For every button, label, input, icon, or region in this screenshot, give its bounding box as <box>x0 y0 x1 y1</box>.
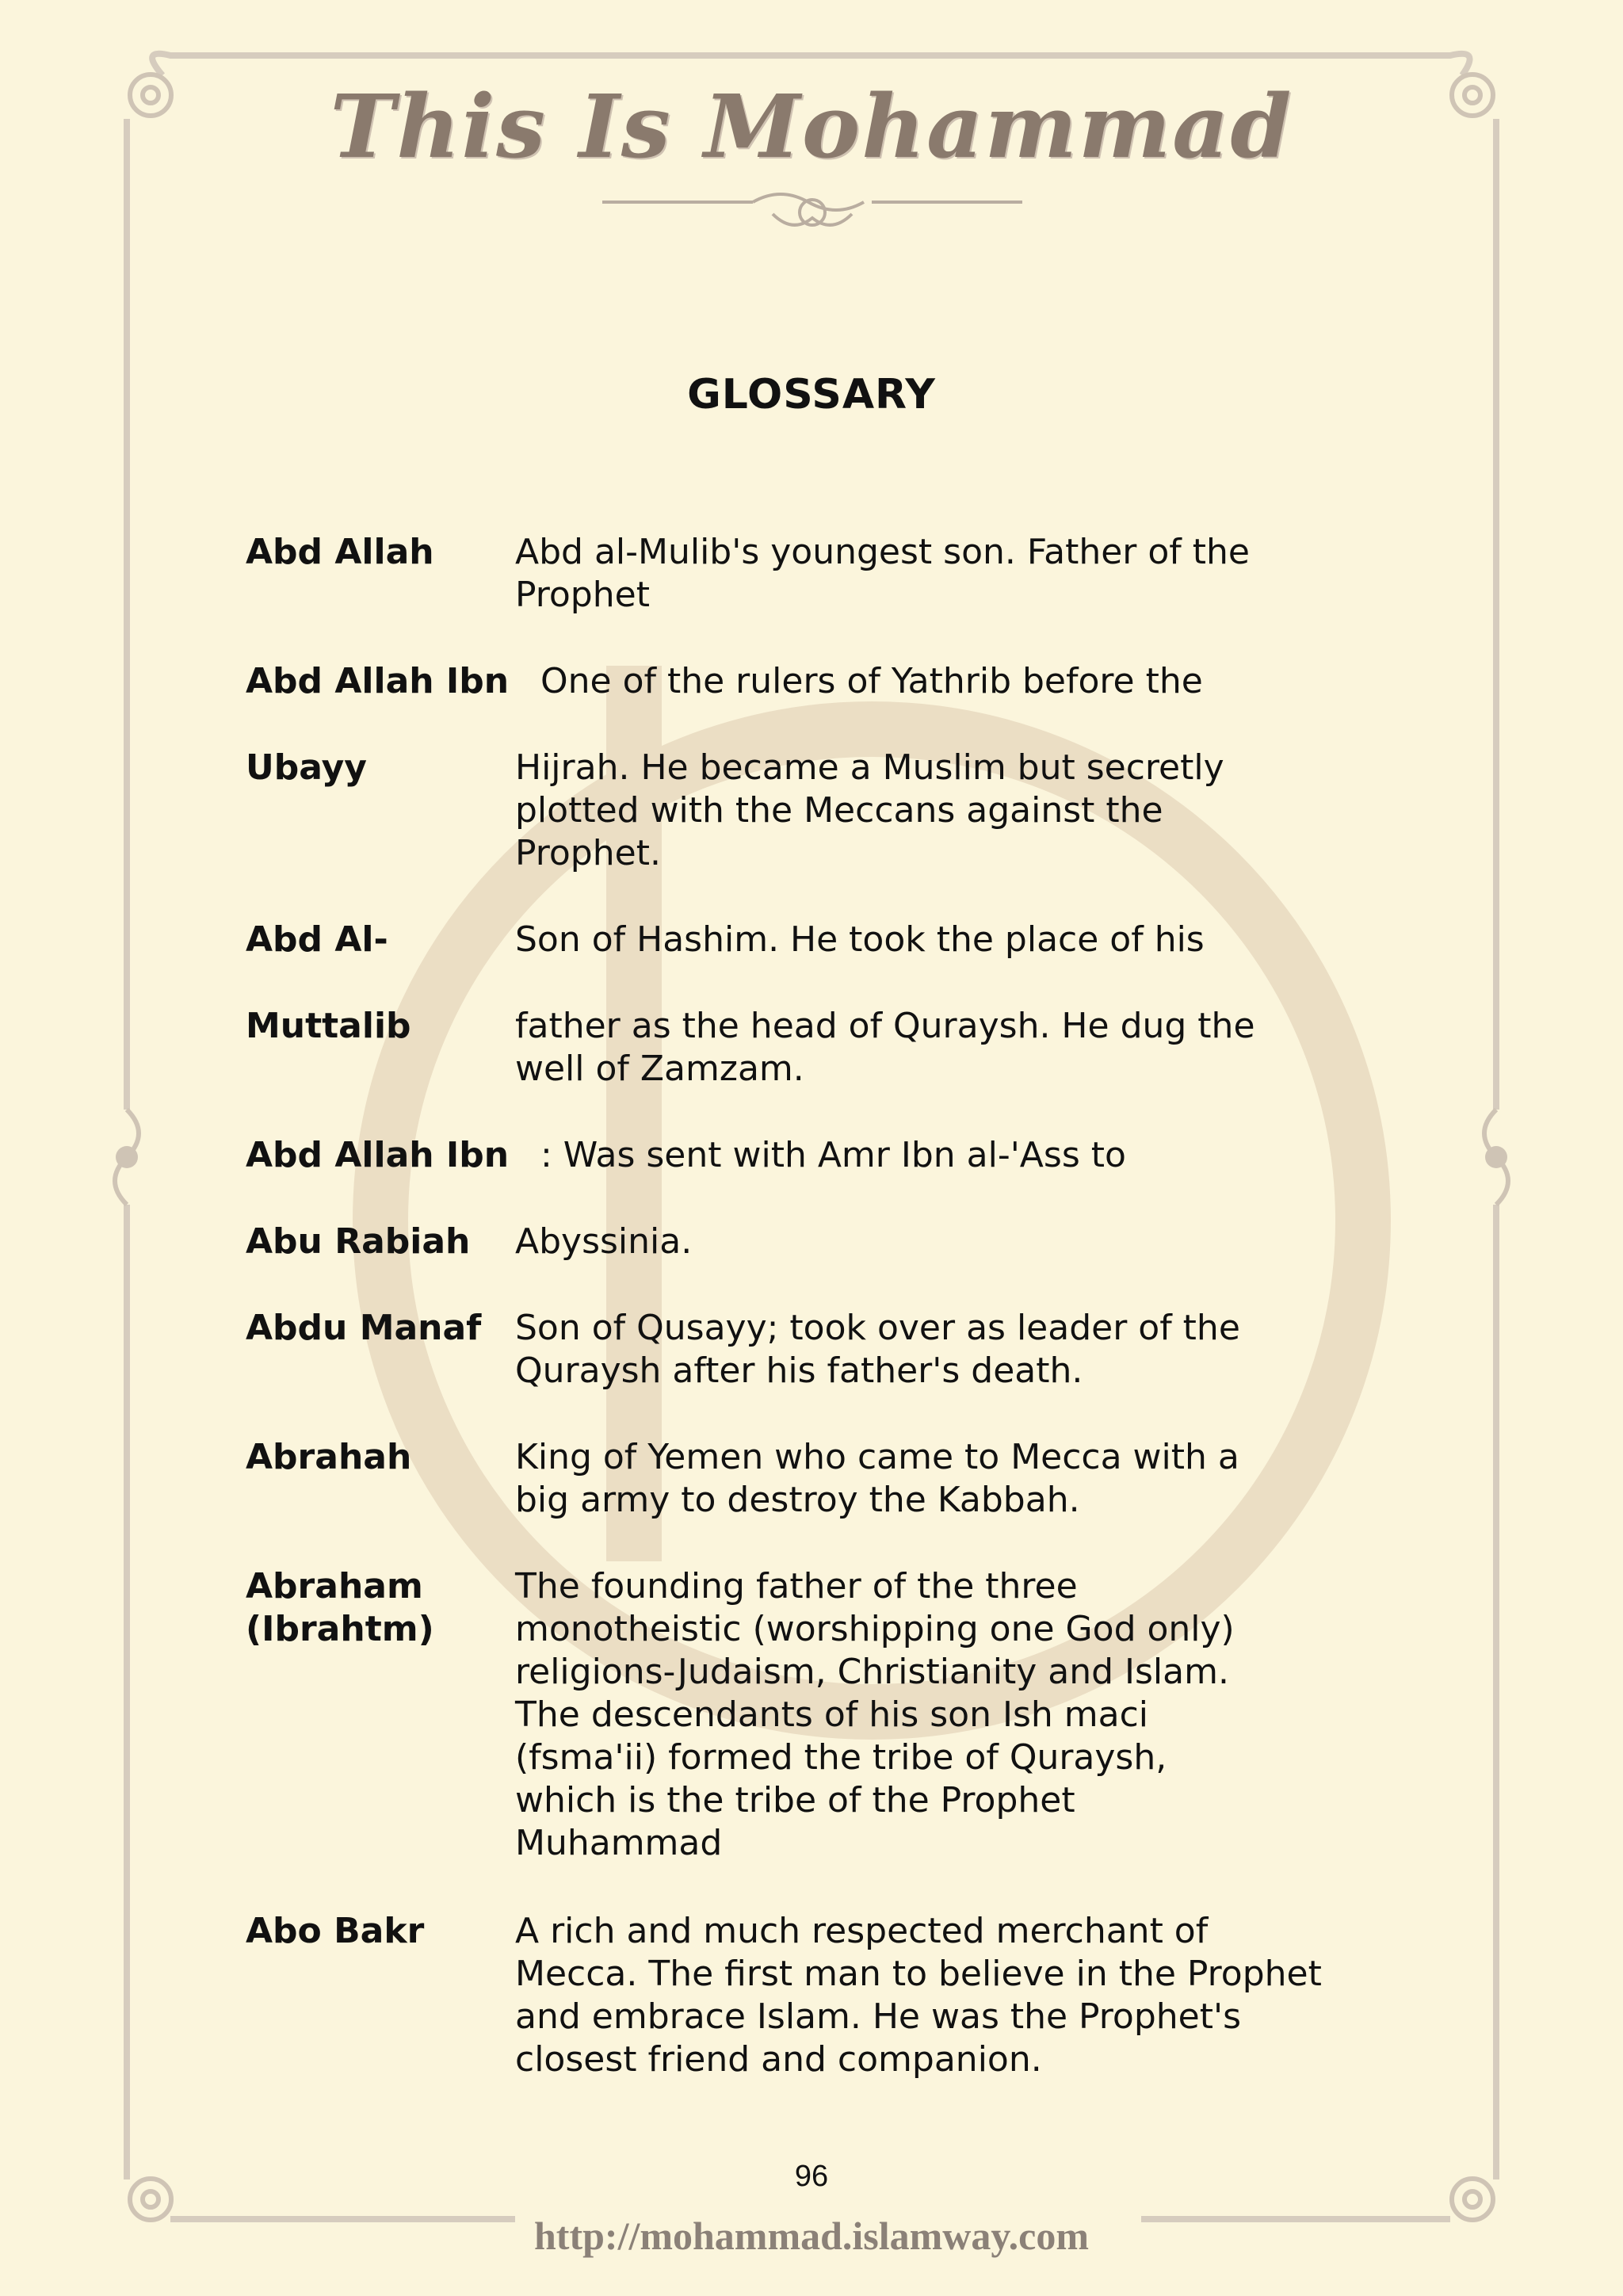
header-title: This Is Mohammad <box>330 75 1293 178</box>
glossary-term: Muttalib <box>246 1006 411 1046</box>
glossary-definition: King of Yemen who came to Mecca with a big army to destroy the Kabbah. <box>515 1437 1239 1520</box>
footer-url: http://mohammad.islamway.com <box>534 2214 1089 2258</box>
glossary-definition: father as the head of Quraysh. He dug the well of Zamzam. <box>515 1006 1255 1089</box>
glossary-term: Abo Bakr <box>246 1911 425 1951</box>
glossary-definition: Son of Hashim. He took the place of his <box>515 919 1205 960</box>
glossary-term: Abrahah <box>246 1437 412 1477</box>
glossary-definition: Abyssinia. <box>515 1221 693 1262</box>
glossary-term: Abd Allah Ibn <box>246 661 510 701</box>
page-number: 96 <box>794 2160 829 2193</box>
glossary-term: Abu Rabiah <box>246 1221 471 1262</box>
glossary-term: Ubayy <box>246 747 367 788</box>
glossary-term: Abd Allah <box>246 532 434 572</box>
glossary-definition: A rich and much respected merchant of Mecca. The first man to believe in the Prophet and embrace Islam. He was the Prophet's closest friend and companion. <box>515 1911 1322 2080</box>
glossary-definition: : Was sent with Amr Ibn al-'Ass to <box>540 1135 1126 1175</box>
glossary-term: Abdu Manaf <box>246 1308 482 1348</box>
glossary-definition: Hijrah. He became a Muslim but secretly plotted with the Meccans against the Prophet. <box>515 747 1224 873</box>
glossary-term: Abraham (Ibrahtm) <box>246 1566 434 1649</box>
glossary-definition: Abd al-Mulib's youngest son. Father of the Prophet <box>515 532 1250 615</box>
glossary-term: Abd Allah Ibn <box>246 1135 510 1175</box>
header-ornament-icon <box>602 182 1022 238</box>
glossary-definition: The founding father of the three monotheistic (worshipping one God only) religions-Judaism, Christianity and Islam. The descendants of his son Ish maci (fsma'ii) formed the tribe of Quraysh, which is the tribe of the Prophet Muhammad <box>515 1566 1235 1863</box>
glossary-term: Abd Al- <box>246 919 388 960</box>
glossary-definition: Son of Qusayy; took over as leader of the Quraysh after his father's death. <box>515 1308 1240 1391</box>
page-heading: GLOSSARY <box>687 371 936 418</box>
glossary-definition: One of the rulers of Yathrib before the <box>540 661 1203 701</box>
